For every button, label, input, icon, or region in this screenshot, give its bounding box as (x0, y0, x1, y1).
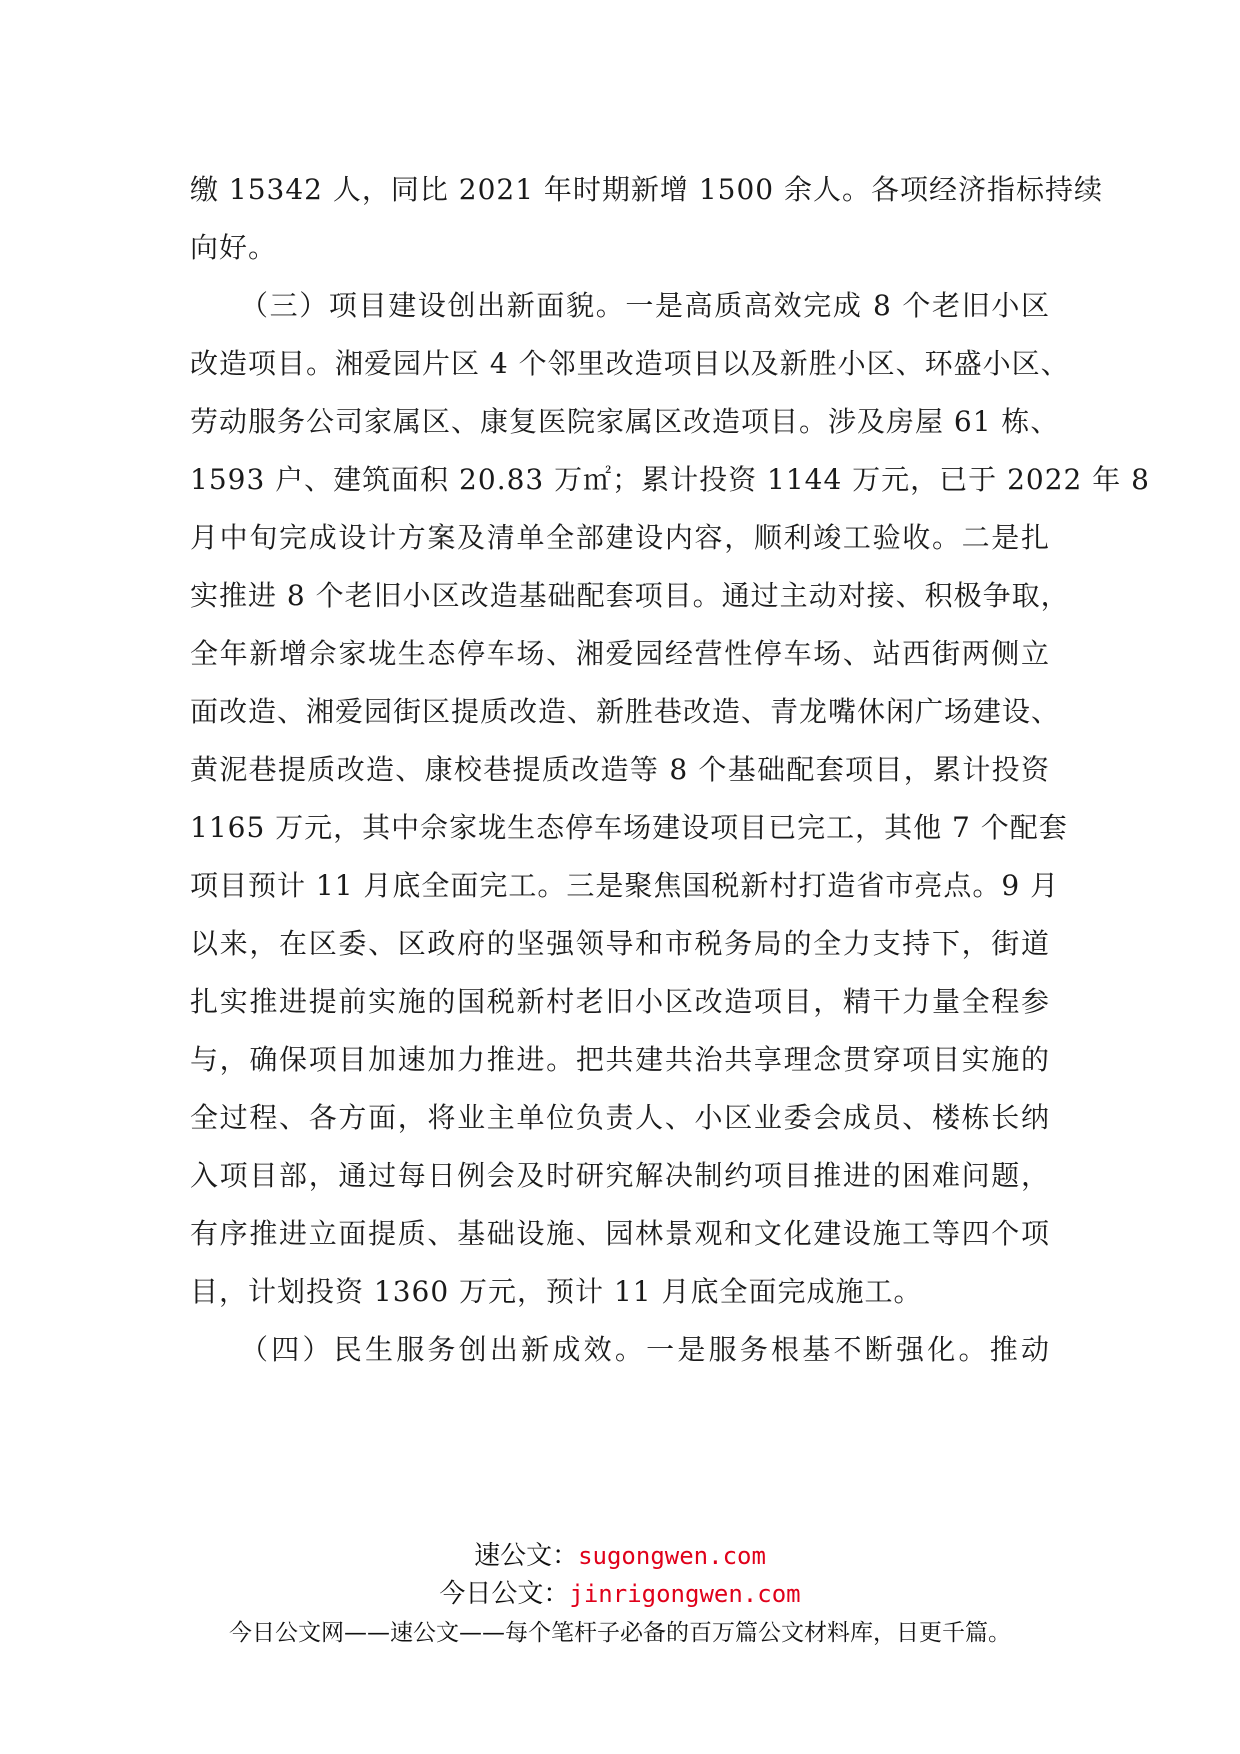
paragraph-line: 以来，在区委、区政府的坚强领导和市税务局的全力支持下，街道 (190, 927, 1050, 960)
paragraph-line: 缴 15342 人，同比 2021 年时期新增 1500 余人。各项经济指标持续 (190, 173, 1103, 206)
paragraph-line: 黄泥巷提质改造、康校巷提质改造等 8 个基础配套项目，累计投资 (190, 753, 1050, 786)
paragraph-line: 入项目部，通过每日例会及时研究解决制约项目推进的困难问题， (190, 1159, 1050, 1192)
footer-tagline: 今日公文网——速公文——每个笔杆子必备的百万篇公文材料库，日更千篇。 (229, 1620, 1011, 1646)
paragraph-line: 有序推进立面提质、基础设施、园林景观和文化建设施工等四个项 (190, 1217, 1050, 1250)
paragraph-line: 月中旬完成设计方案及清单全部建设内容，顺利竣工验收。二是扎 (190, 521, 1050, 554)
footer-jinrigongwen (0, 1576, 1240, 1612)
paragraph-line: 项目预计 11 月底全面完工。三是聚焦国税新村打造省市亮点。9 月 (190, 869, 1060, 902)
paragraph-line: 1593 户、建筑面积 20.83 万㎡；累计投资 1144 万元，已于 2022 年 8 (190, 463, 1150, 496)
sugongwen-link[interactable]: sugongwen.com (578, 1542, 766, 1570)
paragraph-line: 向好。 (190, 231, 278, 264)
sugongwen-label: 速公文： (474, 1541, 579, 1571)
paragraph-line: 面改造、湘爱园街区提质改造、新胜巷改造、青龙嘴休闲广场建设、 (190, 695, 1061, 728)
paragraph-line: 与，确保项目加速加力推进。把共建共治共享理念贯穿项目实施的 (190, 1043, 1050, 1076)
section-heading-line: （三）项目建设创出新面貌。一是高质高效完成 8 个老旧小区 (240, 289, 1050, 322)
paragraph-line: 全年新增佘家垅生态停车场、湘爱园经营性停车场、站西街两侧立 (190, 637, 1050, 670)
paragraph-line: 实推进 8 个老旧小区改造基础配套项目。通过主动对接、积极争取， (190, 579, 1070, 612)
footer-sugongwen (0, 1538, 1240, 1574)
paragraph-line: 劳动服务公司家属区、康复医院家属区改造项目。涉及房屋 61 栋、 (190, 405, 1060, 438)
paragraph-line: 目，计划投资 1360 万元，预计 11 月底全面完成施工。 (190, 1275, 923, 1308)
jinrigongwen-label: 今日公文： (439, 1579, 570, 1609)
jinrigongwen-link[interactable]: jinrigongwen.com (569, 1580, 801, 1608)
paragraph-line: 改造项目。湘爱园片区 4 个邻里改造项目以及新胜小区、环盛小区、 (190, 347, 1070, 380)
paragraph-line: 全过程、各方面，将业主单位负责人、小区业委会成员、楼栋长纳 (190, 1101, 1050, 1134)
paragraph-line: 1165 万元，其中佘家垅生态停车场建设项目已完工，其他 7 个配套 (190, 811, 1068, 844)
paragraph-line: 扎实推进提前实施的国税新村老旧小区改造项目，精干力量全程参 (190, 985, 1050, 1018)
section-heading-line: （四）民生服务创出新成效。一是服务根基不断强化。推动 (240, 1333, 1050, 1366)
